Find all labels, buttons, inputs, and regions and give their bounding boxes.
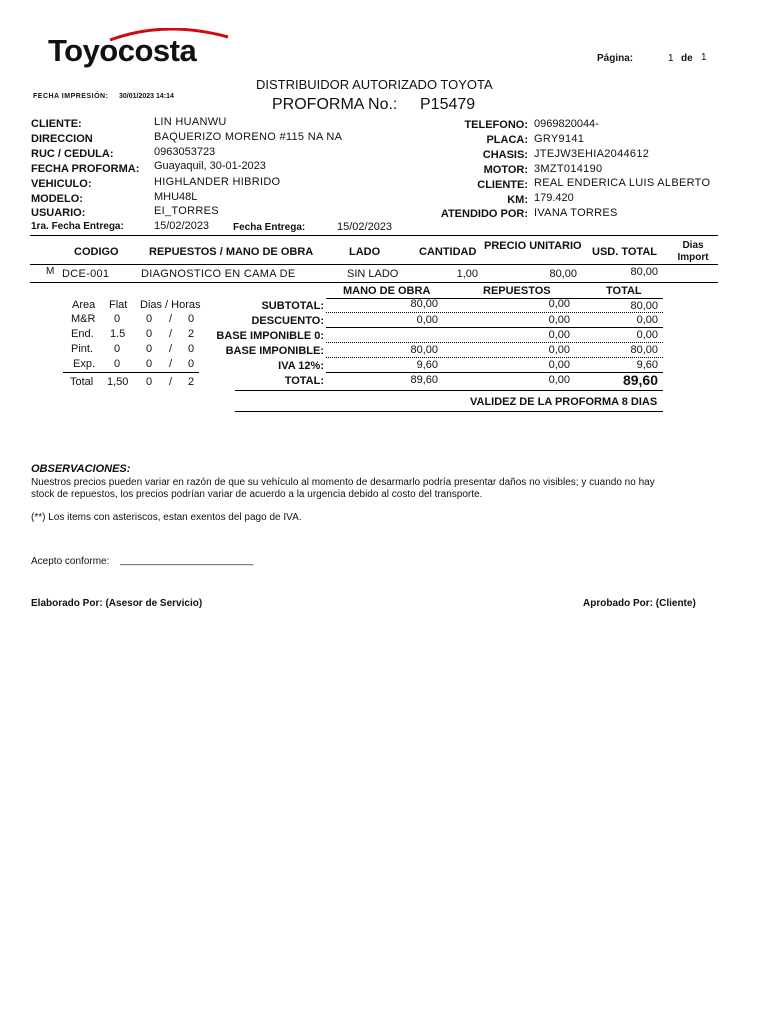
header-import: Import — [677, 252, 709, 263]
summary-base0-total: 0,00 — [636, 329, 658, 341]
hours-total-flat: 1,50 — [107, 376, 129, 388]
summary-total-repuestos: 0,00 — [548, 374, 570, 386]
modelo-label: MODELO: — [31, 193, 83, 205]
primera-fecha-entrega-value: 15/02/2023 — [154, 220, 210, 232]
observaciones-text-2: stock de repuestos, los precios podrían variar de acuerdo a la urgencia debido al costo del transporte. — [31, 489, 483, 500]
row-total: 80,00 — [630, 266, 658, 278]
observaciones-text-1: Nuestros precios pueden variar en razón de que su vehículo al momento de desarmarlo podría presentar daños no visibles; y cuando no hay — [31, 477, 655, 488]
hours-row-sep: / — [169, 358, 173, 370]
cliente-label: CLIENTE: — [31, 118, 82, 130]
vehiculo-label: VEHICULO: — [31, 178, 92, 190]
summary-iva-label: IVA 12%: — [278, 360, 324, 372]
summary-subtotal-repuestos: 0,00 — [548, 298, 570, 310]
items-header-rule — [30, 264, 718, 265]
usuario-value: EI_TORRES — [154, 205, 219, 217]
hours-row-d: 0 — [146, 328, 153, 340]
cliente-right-value: REAL ENDERICA LUIS ALBERTO — [534, 177, 711, 189]
hours-row-h: 0 — [188, 343, 195, 355]
summary-descuento-rule — [326, 327, 663, 328]
summary-descuento-label: DESCUENTO: — [251, 315, 324, 327]
hours-total-d: 0 — [146, 376, 153, 388]
summary-descuento-total: 0,00 — [636, 314, 658, 326]
hours-row-d: 0 — [146, 343, 153, 355]
summary-base0-label: BASE IMPONIBLE 0: — [216, 330, 324, 342]
summary-header-total: TOTAL — [606, 285, 642, 297]
hours-total-h: 2 — [188, 376, 195, 388]
proforma-number: P15479 — [420, 96, 476, 113]
hours-row-flat: 0 — [114, 313, 121, 325]
hours-header-flat: Flat — [109, 299, 128, 311]
summary-total-mano: 89,60 — [410, 374, 438, 386]
aprobado-por: Aprobado Por: (Cliente) — [583, 598, 696, 609]
row-cantidad: 1,00 — [456, 268, 478, 280]
hours-row-area: End. — [71, 328, 94, 340]
hours-row-d: 0 — [146, 313, 153, 325]
summary-bottom-rule — [235, 390, 663, 391]
hours-row-flat: 1.5 — [110, 328, 126, 340]
fecha-entrega-label: Fecha Entrega: — [233, 222, 306, 233]
header-total: USD. TOTAL — [592, 246, 657, 258]
elaborado-por: Elaborado Por: (Asesor de Servicio) — [31, 598, 203, 609]
telefono-label: TELEFONO: — [464, 119, 528, 131]
page-total: 1 — [701, 52, 707, 63]
hours-row-flat: 0 — [114, 358, 121, 370]
hours-row-h: 0 — [188, 313, 195, 325]
summary-iva-repuestos: 0,00 — [548, 359, 570, 371]
observaciones-iva-note: (**) Los items con asteriscos, estan exentos del pago de IVA. — [31, 512, 302, 523]
cliente-right-label: CLIENTE: — [477, 179, 528, 191]
motor-value: 3MZT014190 — [534, 163, 603, 175]
header-codigo: CODIGO — [74, 246, 119, 258]
hours-row-area: Exp. — [73, 358, 96, 370]
summary-total-total: 89,60 — [622, 372, 658, 388]
hours-row-sep: / — [169, 328, 173, 340]
hours-row-area: Pint. — [71, 343, 94, 355]
summary-dotted-rule — [326, 312, 663, 313]
items-bottom-rule — [30, 282, 718, 283]
chasis-value: JTEJW3EHIA2044612 — [534, 148, 650, 160]
header-lado: LADO — [349, 246, 381, 258]
header-repuestos: REPUESTOS / MANO DE OBRA — [149, 246, 314, 258]
summary-base0-repuestos: 0,00 — [548, 329, 570, 341]
row-descripcion: DIAGNOSTICO EN CAMA DE — [141, 268, 296, 280]
summary-subtotal-mano: 80,00 — [410, 298, 438, 310]
fecha-proforma-label: FECHA PROFORMA: — [31, 163, 140, 175]
chasis-label: CHASIS: — [482, 149, 528, 161]
hours-row-sep: / — [169, 343, 173, 355]
hours-total-sep: / — [169, 376, 173, 388]
modelo-value: MHU48L — [154, 191, 198, 203]
hours-row-h: 0 — [188, 358, 195, 370]
atendido-value: IVANA TORRES — [534, 207, 618, 219]
ruc-label: RUC / CEDULA: — [31, 148, 114, 160]
hours-total-area: Total — [70, 376, 94, 388]
hours-row-flat: 0 — [114, 343, 121, 355]
atendido-label: ATENDIDO POR: — [440, 208, 528, 220]
placa-value: GRY9141 — [534, 133, 585, 145]
acepto-label: Acepto conforme: — [31, 556, 110, 567]
placa-label: PLACA: — [486, 134, 528, 146]
direccion-label: DIRECCION — [31, 133, 93, 145]
fecha-impresion-value: 30/01/2023 14:14 — [119, 93, 174, 100]
page-current: 1 — [668, 53, 674, 64]
hours-row-h: 2 — [188, 328, 195, 340]
hours-row-d: 0 — [146, 358, 153, 370]
summary-header-mano: MANO DE OBRA — [343, 285, 431, 297]
hours-row-area: M&R — [71, 313, 96, 325]
hours-header-dias: Dias / Horas — [140, 299, 201, 311]
summary-descuento-repuestos: 0,00 — [548, 314, 570, 326]
motor-label: MOTOR: — [483, 164, 528, 176]
summary-subtotal-total: 80,00 — [630, 300, 658, 312]
summary-subtotal-label: SUBTOTAL: — [261, 300, 324, 312]
validez-text: VALIDEZ DE LA PROFORMA 8 DIAS — [470, 396, 658, 408]
de-label: de — [681, 53, 693, 64]
toyocosta-logo — [48, 28, 258, 72]
summary-iva-total: 9,60 — [636, 359, 658, 371]
summary-descuento-mano: 0,00 — [416, 314, 438, 326]
fecha-proforma-value: Guayaquil, 30-01-2023 — [154, 160, 266, 172]
ruc-value: 0963053723 — [154, 146, 216, 158]
km-value: 179.420 — [534, 192, 574, 204]
summary-base-label: BASE IMPONIBLE: — [225, 345, 324, 357]
summary-base-mano: 80,00 — [410, 344, 438, 356]
summary-dotted-rule — [326, 342, 663, 343]
hours-header-area: Area — [72, 299, 96, 311]
fecha-impresion-label: FECHA IMPRESIÓN: — [33, 93, 109, 100]
hours-total-rule — [63, 372, 199, 373]
row-codigo: DCE-001 — [62, 268, 110, 280]
row-tipo: M — [46, 266, 55, 277]
proforma-label: PROFORMA No.: — [272, 96, 398, 113]
summary-base-total: 80,00 — [630, 344, 658, 356]
primera-fecha-entrega-label: 1ra. Fecha Entrega: — [31, 221, 124, 232]
hours-row-sep: / — [169, 313, 173, 325]
header-cantidad: CANTIDAD — [419, 246, 477, 258]
summary-dotted-rule — [326, 357, 663, 358]
header-dias: Dias — [682, 240, 704, 251]
summary-base-repuestos: 0,00 — [548, 344, 570, 356]
summary-header-repuestos: REPUESTOS — [483, 285, 551, 297]
usuario-label: USUARIO: — [31, 207, 86, 219]
observaciones-title: OBSERVACIONES: — [31, 463, 131, 475]
fecha-entrega-value: 15/02/2023 — [337, 221, 393, 233]
pagina-label: Página: — [597, 53, 634, 64]
logo-text: Toyocosta — [48, 33, 197, 68]
items-top-rule — [30, 235, 718, 236]
cliente-value: LIN HUANWU — [154, 116, 227, 128]
summary-total-label: TOTAL: — [284, 375, 324, 387]
vehiculo-value: HIGHLANDER HIBRIDO — [154, 176, 281, 188]
row-precio: 80,00 — [549, 268, 577, 280]
header-precio: PRECIO UNITARIO — [484, 240, 582, 252]
distributor-title: DISTRIBUIDOR AUTORIZADO TOYOTA — [256, 77, 493, 92]
telefono-value: 0969820044- — [534, 118, 599, 130]
km-label: KM: — [507, 194, 528, 206]
validez-rule — [235, 411, 663, 412]
direccion-value: BAQUERIZO MORENO #115 NA NA — [154, 131, 343, 143]
acepto-signature-line: ________________________ — [120, 555, 254, 566]
row-lado: SIN LADO — [347, 268, 399, 280]
summary-iva-mano: 9,60 — [416, 359, 438, 371]
